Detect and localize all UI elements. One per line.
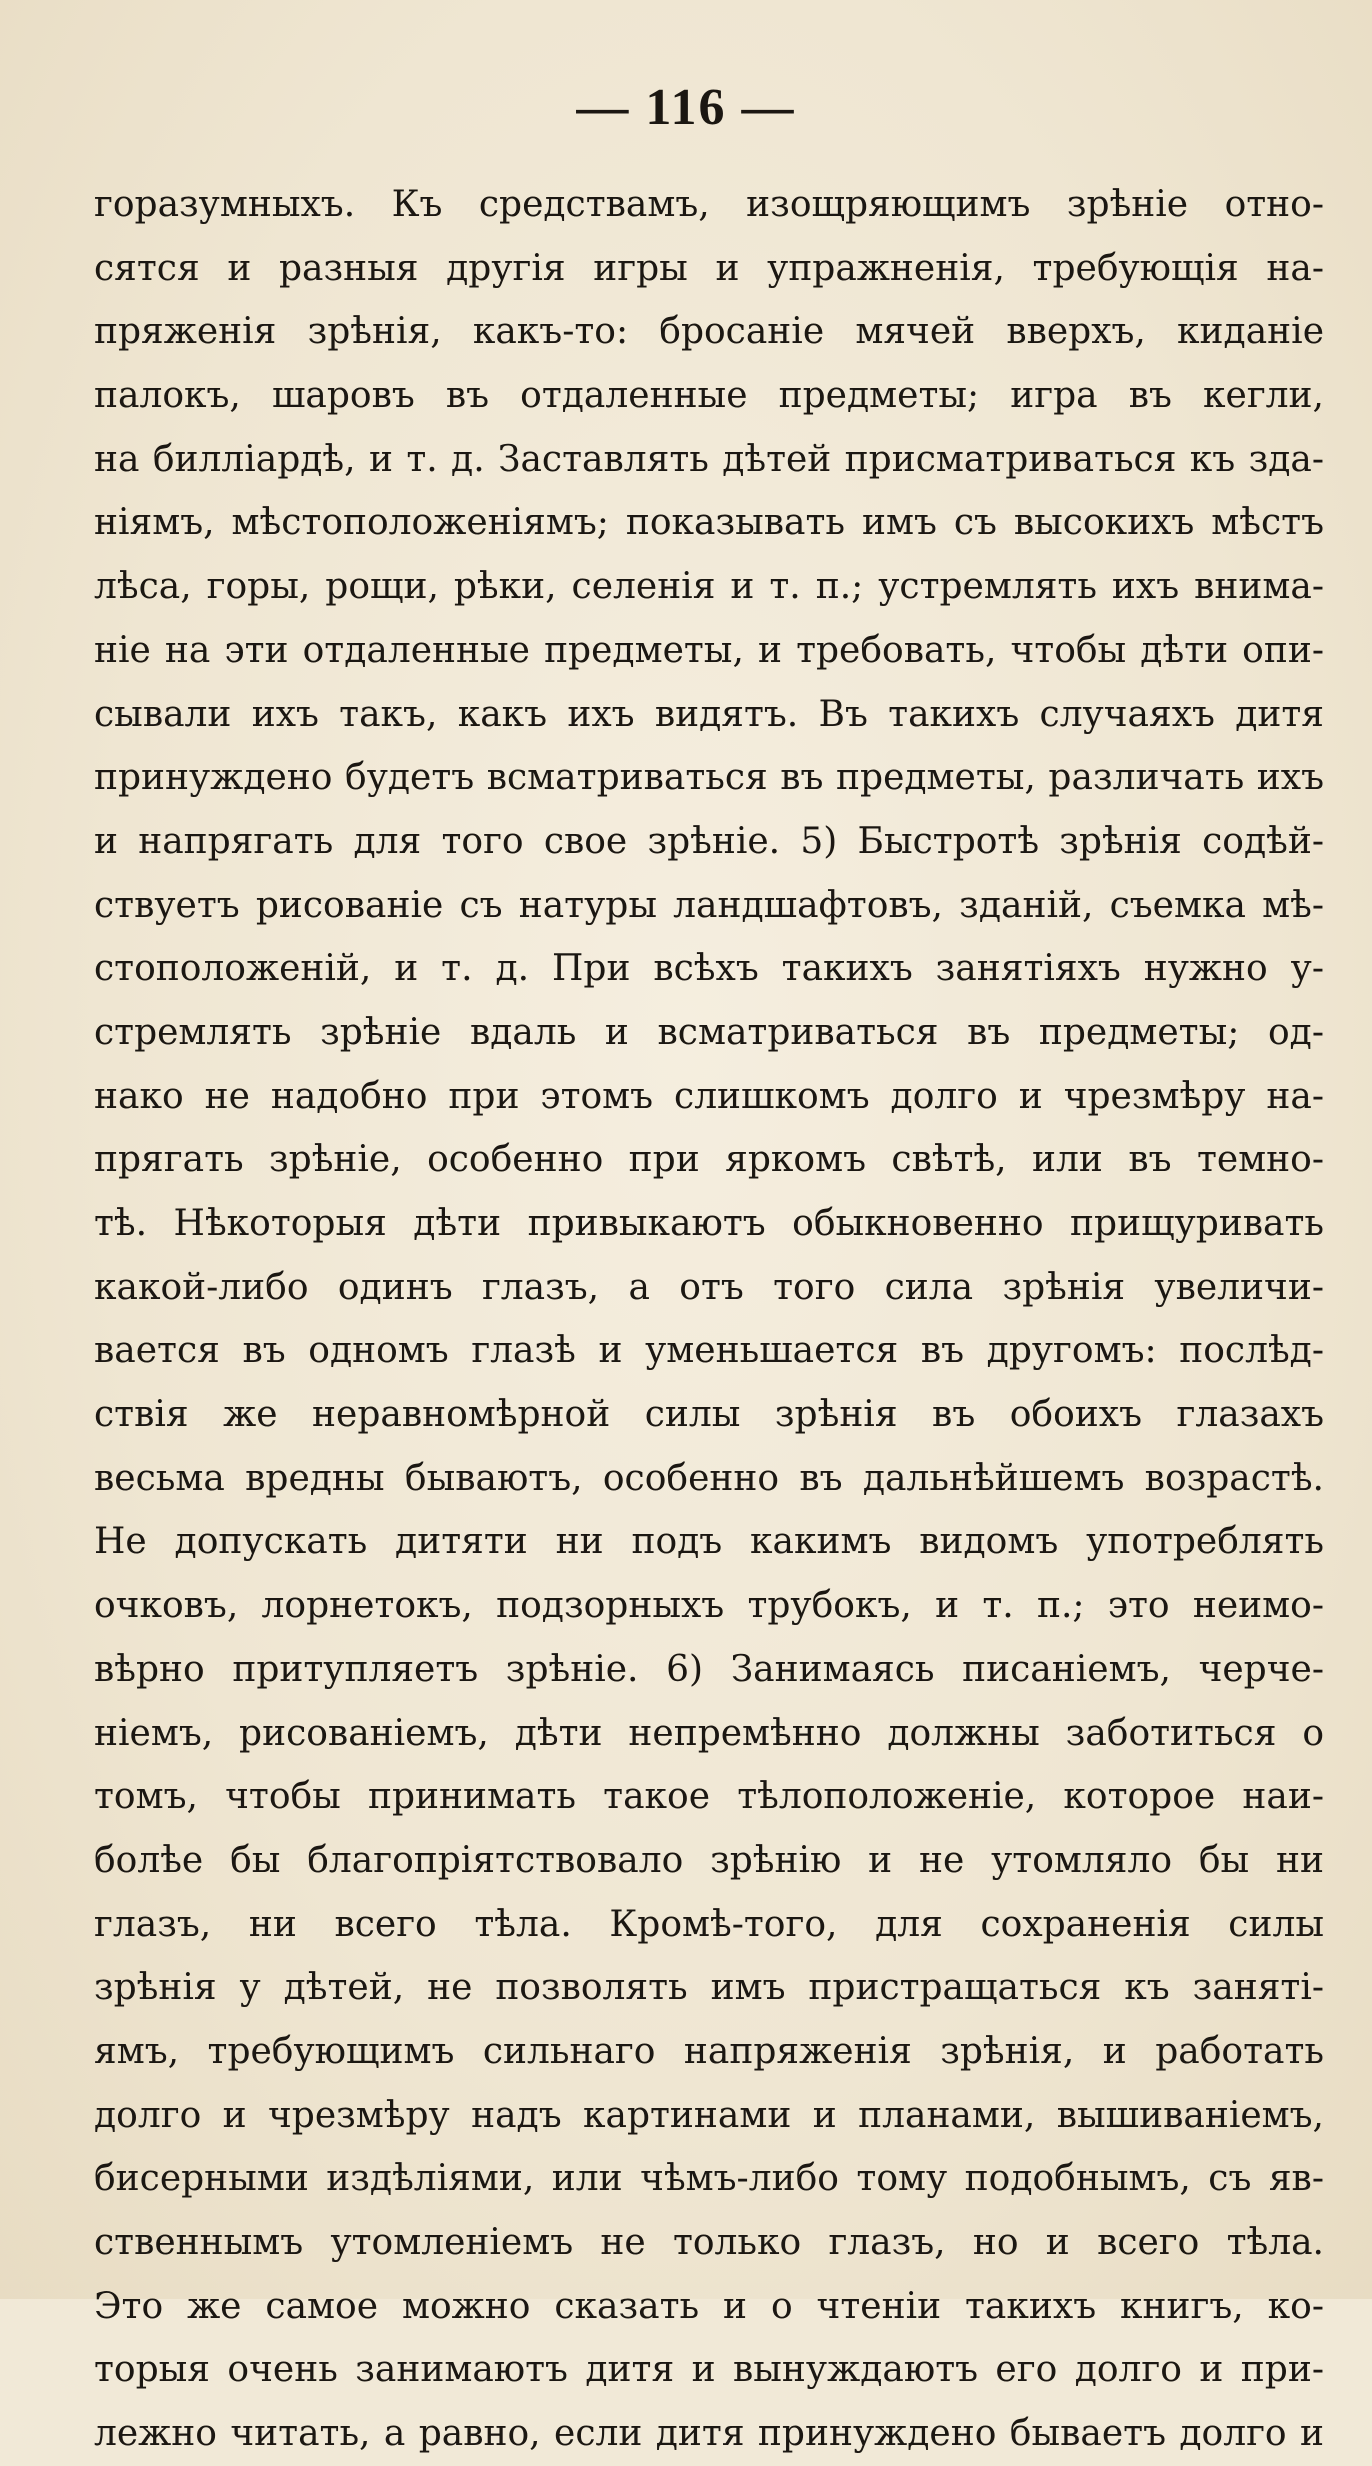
text-line: палокъ, шаровъ въ отдаленные предметы; игра въ кегли, [94, 375, 1324, 417]
text-line: лѣса, горы, рощи, рѣки, селенія и т. п.; устремлять ихъ внима- [94, 566, 1324, 608]
text-line: прягать зрѣніе, особенно при яркомъ свѣтѣ, или въ темно- [94, 1139, 1324, 1181]
text-line: Не допускать дитяти ни подъ какимъ видомъ употреблять [94, 1521, 1324, 1563]
text-line: тѣ. Нѣкоторыя дѣти привыкаютъ обыкновенно прищуривать [94, 1203, 1324, 1244]
text-line: ніе на эти отдаленные предметы, и требовать, чтобы дѣти опи- [94, 629, 1324, 671]
text-line: ніямъ, мѣстоположеніямъ; показывать имъ съ высокихъ мѣстъ [94, 502, 1324, 544]
text-line: очковъ, лорнетокъ, подзорныхъ трубокъ, и т. п.; это неимо- [94, 1585, 1324, 1627]
text-line: весьма вредны бываютъ, особенно въ дальнѣйшемъ возрастѣ. [94, 1457, 1324, 1499]
text-line: болѣе бы благопріятствовало зрѣнію и не утомляло бы ни [94, 1839, 1324, 1881]
body-text [94, 173, 1324, 2466]
text-line: зрѣнія у дѣтей, не позволять имъ пристращаться къ заняті- [94, 1967, 1324, 2009]
text-line: ніемъ, рисованіемъ, дѣти непремѣнно должны заботиться о [94, 1712, 1324, 1754]
text-line: принуждено будетъ всматриваться въ предметы, различать ихъ [94, 757, 1324, 799]
text-line: вается въ одномъ глазѣ и уменьшается въ другомъ: послѣд- [94, 1330, 1324, 1372]
text-line: бисерными издѣліями, или чѣмъ-либо тому подобнымъ, съ яв- [94, 2158, 1324, 2200]
text-line: лежно читать, а равно, если дитя принуждено бываетъ долго и [94, 2413, 1324, 2455]
text-line: какой-либо одинъ глазъ, а отъ того сила зрѣнія увеличи- [94, 1266, 1324, 1308]
text-line: долго и чрезмѣру надъ картинами и планами, вышиваніемъ, [94, 2094, 1324, 2136]
text-line: томъ, чтобы принимать такое тѣлоположеніе, которое наи- [94, 1776, 1324, 1818]
page-number: — 116 — [576, 79, 796, 136]
text-line: и напрягать для того свое зрѣніе. 5) Быстротѣ зрѣнія содѣй- [94, 820, 1324, 862]
text-line: ственнымъ утомленіемъ не только глазъ, но и всего тѣла. [94, 2222, 1324, 2263]
text-line: Это же самое можно сказать и о чтеніи такихъ книгъ, ко- [94, 2285, 1324, 2327]
text-line: торыя очень занимаютъ дитя и вынуждаютъ его долго и при- [94, 2349, 1324, 2391]
text-line: сятся и разныя другія игры и упражненія, требующія на- [94, 247, 1324, 289]
text-line: ямъ, требующимъ сильнаго напряженія зрѣнія, и работать [94, 2030, 1324, 2072]
text-line: вѣрно притупляетъ зрѣніе. 6) Занимаясь писаніемъ, черче- [94, 1648, 1324, 1690]
text-line: глазъ, ни всего тѣла. Кромѣ-того, для сохраненія силы [94, 1903, 1324, 1945]
text-line: сывали ихъ такъ, какъ ихъ видятъ. Въ такихъ случаяхъ дитя [94, 693, 1324, 735]
text-line: на билліардѣ, и т. д. Заставлять дѣтей присматриваться къ зда- [94, 438, 1324, 480]
text-line: пряженія зрѣнія, какъ-то: бросаніе мячей вверхъ, киданіе [94, 311, 1324, 353]
text-line: нако не надобно при этомъ слишкомъ долго и чрезмѣру на- [94, 1075, 1324, 1117]
text-line: горазумныхъ. Къ средствамъ, изощряющимъ зрѣніе отно- [94, 184, 1324, 225]
text-line: ствія же неравномѣрной силы зрѣнія въ обоихъ глазахъ [94, 1394, 1324, 1436]
text-line: стремлять зрѣніе вдаль и всматриваться въ предметы; од- [94, 1011, 1324, 1053]
text-line: стоположеній, и т. д. При всѣхъ такихъ занятіяхъ нужно у- [94, 948, 1324, 990]
text-line: ствуетъ рисованіе съ натуры ландшафтовъ, зданій, съемка мѣ- [94, 884, 1324, 926]
